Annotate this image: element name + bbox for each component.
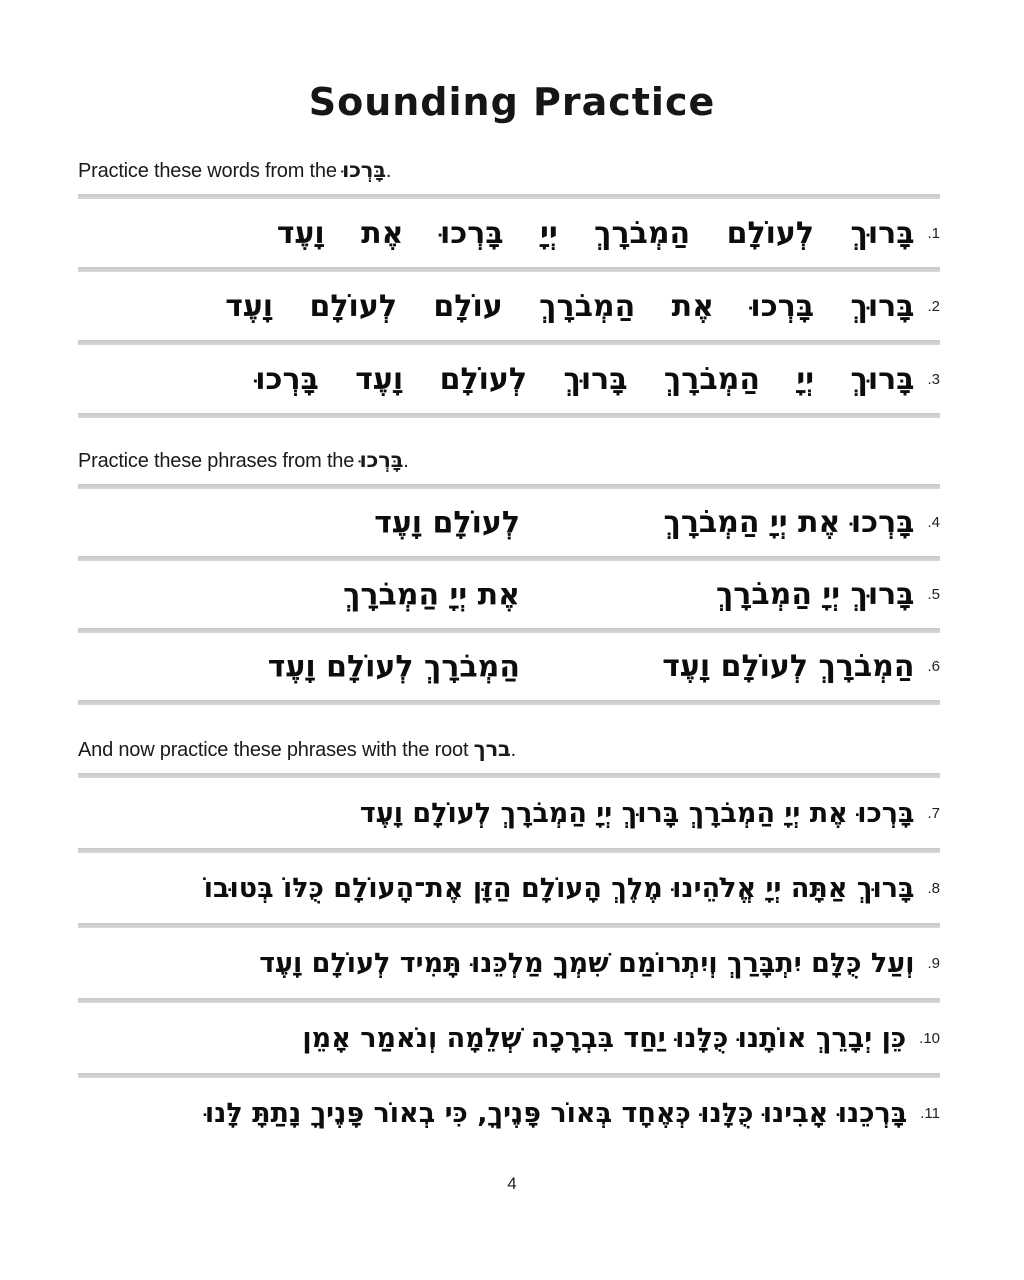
row-hebrew-text: בָּרְכוּ אֶת יְיָ הַמְבֹרָךְ בָּרוּךְ יְיָ הַמְבֹרָךְ לְעוֹלָם וָעֶד: [359, 797, 915, 829]
row-number: 11.: [920, 1104, 940, 1122]
instruction-text: And now practice these phrases with the root: [78, 739, 474, 761]
row-number: 7.: [927, 804, 940, 822]
instruction-hebrew-term: בָּרְכוּ: [359, 448, 404, 472]
phrase-left: הַמְבֹרָךְ לְעוֹלָם וָעֶד: [267, 649, 520, 684]
row-number: 9.: [927, 954, 940, 972]
phrase-left: לְעוֹלָם וָעֶד: [374, 505, 520, 540]
row-number: 1.: [927, 224, 940, 242]
row-number: 5.: [927, 586, 940, 603]
row-number: 3.: [927, 370, 940, 388]
instruction-period: .: [510, 739, 517, 761]
practice-row-3: [78, 345, 940, 413]
divider-rule: [78, 700, 940, 705]
row-hebrew-text: וְעַל כֻּלָּם יִתְבָּרַךְ וְיִתְרוֹמַם שִׁמְךָ מַלְכֵּנוּ תָּמִיד לְעוֹלָם וָעֶד: [259, 947, 915, 979]
practice-row-4: [78, 489, 940, 556]
row-number: 4.: [927, 514, 940, 531]
practice-row-9: [78, 928, 940, 998]
phrase-right: בָּרוּךְ יְיָ הַמְבֹרָךְ: [715, 577, 915, 612]
row-hebrew-text: כֵּן יְבָרֵךְ אוֹתָנוּ כֻּלָּנוּ יַחַד בִּבְרָכָה שְׁלֵמָה וְנֹאמַר אָמֵן: [302, 1022, 907, 1054]
practice-row-7: [78, 778, 940, 848]
instruction-period: .: [385, 160, 392, 182]
practice-row-11: [78, 1078, 940, 1148]
row-number: 2.: [927, 297, 940, 315]
page-content: [78, 158, 940, 1148]
row-number: 6.: [927, 658, 940, 675]
practice-row-8: [78, 853, 940, 923]
row-hebrew-text: בָּרוּךְ לְעוֹלָם הַמְבֹרָךְ יְיָ בָּרְכוּ אֶת וָעֶד: [276, 215, 915, 251]
instruction-text: Practice these words from the: [78, 160, 343, 182]
phrase-right: בָּרְכוּ אֶת יְיָ הַמְבֹרָךְ: [663, 505, 915, 540]
practice-row-6: [78, 633, 940, 700]
practice-row-2: [78, 272, 940, 340]
row-number: 10.: [919, 1029, 940, 1047]
instruction-words: [78, 158, 940, 183]
instruction-hebrew-term: ברך: [473, 737, 511, 761]
instruction-root: [78, 737, 940, 762]
instruction-hebrew-term: בָּרְכוּ: [342, 158, 386, 182]
phrase-left: אֶת יְיָ הַמְבֹרָךְ: [343, 577, 520, 612]
practice-row-5: [78, 561, 940, 628]
row-hebrew-text: בָּרְכֵנוּ אָבִינוּ כֻּלָּנוּ כְּאֶחָד בְּאוֹר פָּנֶיךָ, כִּי בְאוֹר פָּנֶיךָ נָתַתָּ לָּנוּ: [204, 1097, 908, 1129]
page-number: 4: [507, 1174, 517, 1193]
row-hebrew-text: בָּרוּךְ יְיָ הַמְבֹרָךְ בָּרוּךְ לְעוֹלָם וָעֶד בָּרְכוּ: [255, 361, 915, 397]
divider-rule: [78, 413, 940, 418]
page-title: Sounding Practice: [308, 80, 716, 124]
practice-row-1: [78, 199, 940, 267]
phrase-right: הַמְבֹרָךְ לְעוֹלָם וָעֶד: [662, 649, 915, 684]
instruction-phrases: [78, 448, 940, 473]
instruction-text: Practice these phrases from the: [78, 450, 360, 472]
row-hebrew-text: בָּרוּךְ אַתָּה יְיָ אֱלֹהֵינוּ מֶלֶךְ הָעוֹלָם הַזָּן אֶת־הָעוֹלָם כֻּלּוֹ בְּטוּבוֹ: [203, 872, 915, 904]
practice-row-10: [78, 1003, 940, 1073]
row-number: 8.: [927, 879, 940, 897]
instruction-period: .: [403, 450, 409, 472]
row-hebrew-text: בָּרוּךְ בָּרְכוּ אֶת הַמְבֹרָךְ עוֹלָם לְעוֹלָם וָעֶד: [225, 288, 915, 324]
